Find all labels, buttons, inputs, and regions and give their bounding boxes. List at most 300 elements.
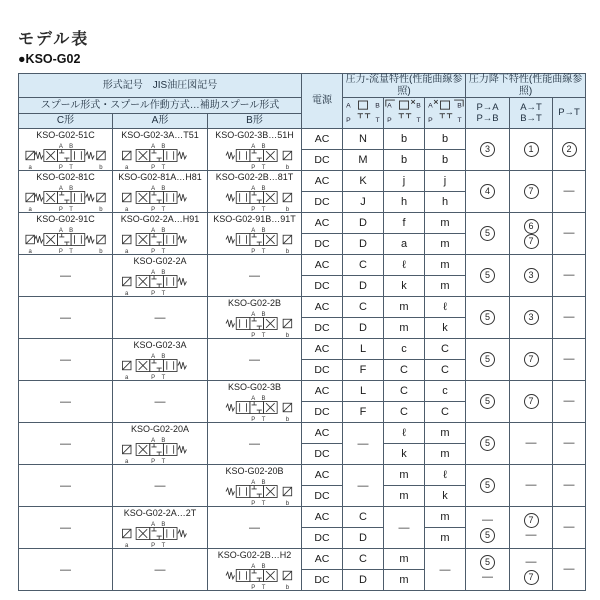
svg-text:B: B xyxy=(261,479,266,486)
circled-number: 5 xyxy=(480,528,495,543)
header-drop-col-pa-pb xyxy=(466,98,510,129)
model-cell-c xyxy=(19,213,113,255)
table-row xyxy=(19,549,586,570)
flow-cell-f3: m xyxy=(425,255,466,276)
flow-cell-f2: C xyxy=(384,381,425,402)
svg-text:P: P xyxy=(151,543,156,548)
model-cell-b xyxy=(208,171,302,213)
valve-symbol-c-icon xyxy=(25,141,107,170)
power-cell-dc: DC xyxy=(302,528,343,549)
flow-cell-f1: L xyxy=(343,339,384,360)
model-cell-a xyxy=(113,213,208,255)
flow-cell-f2: m xyxy=(384,549,425,570)
svg-text:B: B xyxy=(261,563,266,570)
flow-cell-f2: c xyxy=(384,339,425,360)
drop-cell-2 xyxy=(510,465,553,507)
svg-text:A: A xyxy=(151,437,156,444)
model-name: KSO-G02-2B…H2 xyxy=(217,550,292,560)
flow-cell-f3: C xyxy=(425,339,466,360)
model-cell-a xyxy=(113,255,208,297)
svg-text:P: P xyxy=(346,117,351,125)
flow-cell-f1: D xyxy=(343,213,384,234)
empty-dash: ― xyxy=(60,521,71,534)
model-cell-c xyxy=(19,297,113,339)
model-cell-a xyxy=(113,297,208,339)
model-name: KSO-G02-20A xyxy=(130,424,190,434)
flow-cell-f1: J xyxy=(343,192,384,213)
svg-text:A: A xyxy=(250,563,255,570)
header-spool-c: C形 xyxy=(19,114,113,129)
valve-a-port-relief-icon xyxy=(384,98,425,129)
svg-text:B: B xyxy=(375,102,380,110)
svg-text:A: A xyxy=(250,227,255,234)
model-cell-b xyxy=(208,507,302,549)
empty-dash: ― xyxy=(60,269,71,282)
power-cell-dc: DC xyxy=(302,570,343,591)
drop-cell-1 xyxy=(466,339,510,381)
model-code: ●KSO-G02 xyxy=(18,52,81,66)
power-cell-dc: DC xyxy=(302,318,343,339)
valve-symbol-a-icon xyxy=(119,141,201,170)
svg-text:T: T xyxy=(161,375,166,380)
drop-cell-1 xyxy=(466,381,510,423)
svg-text:B: B xyxy=(161,227,166,234)
dash: ― xyxy=(563,269,575,281)
table-row xyxy=(19,213,586,234)
drop-cell-3 xyxy=(553,129,586,171)
power-cell-ac: AC xyxy=(302,507,343,528)
svg-text:a: a xyxy=(125,207,129,212)
flow-cell-f1: D xyxy=(343,570,384,591)
circled-number: 5 xyxy=(480,436,495,451)
drop-cell-1 xyxy=(466,255,510,297)
circled-number: 5 xyxy=(480,555,495,570)
flow-cell-f3: m xyxy=(425,528,466,549)
svg-text:A: A xyxy=(151,521,156,528)
flow-cell-f3: c xyxy=(425,381,466,402)
svg-text:b: b xyxy=(285,165,289,170)
valve-symbol-b-icon xyxy=(214,393,296,422)
svg-text:B: B xyxy=(261,143,266,150)
circled-number: 2 xyxy=(562,142,577,157)
flow-cell-f3: m xyxy=(425,423,466,444)
model-cell-b xyxy=(208,129,302,171)
dash: ― xyxy=(563,185,575,197)
model-cell-b xyxy=(208,339,302,381)
circled-number: 7 xyxy=(524,513,539,528)
svg-text:a: a xyxy=(125,543,129,548)
valve-symbol-a-icon xyxy=(119,183,201,212)
model-table xyxy=(18,73,586,591)
svg-text:B: B xyxy=(261,227,266,234)
empty-dash: ― xyxy=(154,395,166,408)
flow-cell-f1: D xyxy=(343,318,384,339)
power-cell-ac: AC xyxy=(302,297,343,318)
flow-cell-f1: D xyxy=(343,528,384,549)
power-cell-dc: DC xyxy=(302,150,343,171)
dash: ― xyxy=(563,395,575,407)
flow-cell-f1: C xyxy=(343,255,384,276)
header-row-1 xyxy=(19,74,586,98)
header-flow-title: 圧力-流量特性(性能曲線参照) xyxy=(343,74,466,98)
model-name: KSO-G02-2A…2T xyxy=(123,508,197,518)
flow-cell-f2: b xyxy=(384,129,425,150)
valve-symbol-a-icon xyxy=(119,519,201,548)
valve-symbol-a-icon xyxy=(119,351,201,380)
svg-text:P: P xyxy=(428,117,433,125)
svg-text:P: P xyxy=(250,165,255,170)
circled-number: 5 xyxy=(480,268,495,283)
model-cell-a xyxy=(113,381,208,423)
dash: ― xyxy=(563,479,575,491)
drop-cell-1 xyxy=(466,549,510,591)
table-row xyxy=(19,423,586,444)
svg-text:b: b xyxy=(98,249,103,254)
drop-col-line: P→A xyxy=(476,101,499,113)
svg-text:B: B xyxy=(68,227,73,234)
power-cell-ac: AC xyxy=(302,255,343,276)
svg-text:B: B xyxy=(161,353,166,360)
drop-cell-2 xyxy=(510,423,553,465)
flow-cell-f3: ℓ xyxy=(425,297,466,318)
model-cell-b xyxy=(208,297,302,339)
svg-text:A: A xyxy=(250,143,255,150)
table-body xyxy=(19,129,586,591)
power-cell-dc: DC xyxy=(302,360,343,381)
empty-dash: ― xyxy=(249,269,260,282)
flow-cell-f1: N xyxy=(343,129,384,150)
flow-cell-f2: ℓ xyxy=(384,423,425,444)
valve-symbol-b-icon xyxy=(214,141,296,170)
valve-symbol-c-icon xyxy=(25,183,107,212)
valve-symbol-a-icon xyxy=(119,267,201,296)
drop-cell-2 xyxy=(510,507,553,549)
table-row xyxy=(19,465,586,486)
svg-text:a: a xyxy=(125,249,129,254)
table-row xyxy=(19,381,586,402)
drop-cell-1 xyxy=(466,507,510,549)
flow-cell-f3: C xyxy=(425,360,466,381)
flow-cell-f2: m xyxy=(384,318,425,339)
circled-number: 5 xyxy=(480,310,495,325)
model-name: KSO-G02-81C xyxy=(36,172,95,182)
svg-text:A: A xyxy=(250,311,255,318)
svg-text:P: P xyxy=(387,117,392,125)
svg-text:P: P xyxy=(151,459,156,464)
svg-text:a: a xyxy=(125,375,129,380)
header-spool-a: A形 xyxy=(113,114,208,129)
model-cell-c xyxy=(19,549,113,591)
empty-dash: ― xyxy=(60,479,71,492)
svg-text:T: T xyxy=(161,291,166,296)
valve-b-port-relief-icon xyxy=(425,98,466,129)
svg-text:a: a xyxy=(125,459,129,464)
drop-cell-3 xyxy=(553,213,586,255)
svg-text:A: A xyxy=(151,185,156,192)
flow-cell-f3: m xyxy=(425,276,466,297)
empty-dash: ― xyxy=(154,311,166,324)
svg-text:a: a xyxy=(28,165,32,170)
flow-cell-f3: j xyxy=(425,171,466,192)
flow-cell-f3: m xyxy=(425,234,466,255)
power-cell-dc: DC xyxy=(302,192,343,213)
flow-cell-f2 xyxy=(384,507,425,549)
flow-cell-f1: K xyxy=(343,171,384,192)
header-power: 電源 xyxy=(302,74,343,129)
empty-dash: ― xyxy=(60,395,71,408)
model-cell-a xyxy=(113,507,208,549)
flow-cell-f3: h xyxy=(425,192,466,213)
flow-cell-f3: ℓ xyxy=(425,465,466,486)
svg-text:B: B xyxy=(261,311,266,318)
valve-symbol-b-icon xyxy=(214,225,296,254)
dash: ― xyxy=(357,479,369,492)
flow-cell-f2: k xyxy=(384,444,425,465)
circled-number: 5 xyxy=(480,394,495,409)
drop-col-line: P→B xyxy=(476,113,499,124)
model-cell-a xyxy=(113,423,208,465)
power-cell-dc: DC xyxy=(302,444,343,465)
flow-cell-f1: D xyxy=(343,276,384,297)
flow-cell-f3: b xyxy=(425,150,466,171)
empty-dash: ― xyxy=(60,311,71,324)
table-header xyxy=(19,74,586,129)
flow-cell-f2: m xyxy=(384,297,425,318)
flow-cell-f3: b xyxy=(425,129,466,150)
circled-number: 5 xyxy=(480,352,495,367)
svg-text:P: P xyxy=(250,417,255,422)
flow-cell-f3: k xyxy=(425,486,466,507)
svg-text:B: B xyxy=(416,102,421,110)
table-row xyxy=(19,507,586,528)
empty-dash: ― xyxy=(154,479,166,492)
model-cell-a xyxy=(113,129,208,171)
flow-cell-f1: F xyxy=(343,360,384,381)
power-cell-ac: AC xyxy=(302,171,343,192)
flow-cell-f2: j xyxy=(384,171,425,192)
power-cell-dc: DC xyxy=(302,402,343,423)
svg-text:T: T xyxy=(68,165,73,170)
table-row xyxy=(19,171,586,192)
model-name: KSO-G02-2B xyxy=(227,298,282,308)
svg-text:B: B xyxy=(161,143,166,150)
dash: ― xyxy=(563,437,575,449)
svg-text:A: A xyxy=(151,269,156,276)
dash: ― xyxy=(563,353,575,365)
model-cell-c xyxy=(19,255,113,297)
svg-text:b: b xyxy=(285,249,289,254)
circled-number: 1 xyxy=(524,142,539,157)
circled-number: 3 xyxy=(524,310,539,325)
header-spool-desc: スプール形式・スプール作動方式…補助スプール形式 xyxy=(19,98,302,114)
svg-text:A: A xyxy=(428,102,433,110)
header-drop-col-at-bt xyxy=(510,98,553,129)
model-cell-b xyxy=(208,465,302,507)
svg-text:b: b xyxy=(285,417,289,422)
svg-text:T: T xyxy=(261,165,265,170)
svg-text:T: T xyxy=(261,417,265,422)
svg-text:B: B xyxy=(161,269,166,276)
circled-number: 5 xyxy=(480,478,495,493)
svg-text:T: T xyxy=(161,249,166,254)
flow-cell-f2: m xyxy=(384,570,425,591)
svg-text:B: B xyxy=(261,395,266,402)
model-name: KSO-G02-3B…51H xyxy=(215,130,294,140)
svg-text:P: P xyxy=(151,207,156,212)
drop-cell-3 xyxy=(553,549,586,591)
power-cell-ac: AC xyxy=(302,213,343,234)
svg-text:T: T xyxy=(416,117,421,125)
model-cell-a xyxy=(113,339,208,381)
drop-cell-3 xyxy=(553,255,586,297)
svg-text:A: A xyxy=(250,479,255,486)
empty-dash: ― xyxy=(154,563,166,576)
svg-text:b: b xyxy=(285,501,289,506)
svg-text:B: B xyxy=(161,437,166,444)
svg-text:A: A xyxy=(151,143,156,150)
flow-cell-f3: k xyxy=(425,318,466,339)
svg-text:P: P xyxy=(250,333,255,338)
flow-cell-f2: k xyxy=(384,276,425,297)
flow-cell-f1: C xyxy=(343,297,384,318)
drop-col-line: B→T xyxy=(520,113,542,124)
power-cell-dc: DC xyxy=(302,276,343,297)
model-name: KSO-G02-81A…H81 xyxy=(118,172,202,182)
flow-cell-f2: m xyxy=(384,486,425,507)
svg-text:T: T xyxy=(161,459,166,464)
dash: ― xyxy=(482,513,494,526)
flow-cell-f2: ℓ xyxy=(384,255,425,276)
svg-text:a: a xyxy=(28,207,32,212)
valve-symbol-b-icon xyxy=(214,183,296,212)
svg-text:P: P xyxy=(151,249,156,254)
svg-text:a: a xyxy=(125,291,129,296)
svg-text:T: T xyxy=(68,207,73,212)
svg-text:B: B xyxy=(457,102,462,110)
svg-text:B: B xyxy=(161,185,166,192)
flow-cell-f1: C xyxy=(343,549,384,570)
model-cell-c xyxy=(19,129,113,171)
table-row xyxy=(19,129,586,150)
model-cell-b xyxy=(208,255,302,297)
flow-cell-f2: C xyxy=(384,402,425,423)
dash: ― xyxy=(563,521,575,533)
drop-cell-1 xyxy=(466,297,510,339)
table-row xyxy=(19,339,586,360)
flow-cell-f1: L xyxy=(343,381,384,402)
model-name: KSO-G02-51C xyxy=(36,130,95,140)
model-cell-c xyxy=(19,171,113,213)
model-cell-c xyxy=(19,339,113,381)
empty-dash: ― xyxy=(60,353,71,366)
model-name: KSO-G02-20B xyxy=(225,466,284,476)
model-name: KSO-G02-91C xyxy=(36,214,95,224)
svg-text:P: P xyxy=(250,585,255,590)
drop-cell-1 xyxy=(466,129,510,171)
valve-symbol-a-icon xyxy=(119,435,201,464)
model-name: KSO-G02-91B…91T xyxy=(213,214,296,224)
svg-text:a: a xyxy=(28,249,32,254)
drop-cell-3 xyxy=(553,297,586,339)
flow-cell-f3: m xyxy=(425,213,466,234)
model-cell-b xyxy=(208,381,302,423)
power-cell-ac: AC xyxy=(302,129,343,150)
circled-number: 7 xyxy=(524,352,539,367)
flow-cell-f3 xyxy=(425,549,466,591)
svg-text:B: B xyxy=(68,143,73,150)
drop-cell-2 xyxy=(510,381,553,423)
drop-cell-2 xyxy=(510,129,553,171)
page-title: モデル表 xyxy=(18,31,90,48)
svg-text:A: A xyxy=(151,353,156,360)
svg-text:P: P xyxy=(151,291,156,296)
svg-text:T: T xyxy=(161,207,166,212)
flow-cell-f2: h xyxy=(384,192,425,213)
dash: ― xyxy=(525,555,537,568)
model-cell-b xyxy=(208,423,302,465)
valve-symbol-a-icon xyxy=(119,225,201,254)
flow-cell-f3: m xyxy=(425,507,466,528)
empty-dash: ― xyxy=(60,437,71,450)
svg-text:T: T xyxy=(68,249,73,254)
drop-cell-2 xyxy=(510,549,553,591)
flow-cell-f1: D xyxy=(343,234,384,255)
empty-dash: ― xyxy=(249,521,260,534)
svg-text:A: A xyxy=(151,227,156,234)
svg-text:T: T xyxy=(261,333,265,338)
table-row xyxy=(19,297,586,318)
drop-cell-3 xyxy=(553,507,586,549)
svg-text:T: T xyxy=(375,117,380,125)
flow-cell-f2: f xyxy=(384,213,425,234)
drop-cell-2 xyxy=(510,297,553,339)
model-name: KSO-G02-2A xyxy=(133,256,187,266)
svg-text:P: P xyxy=(250,207,255,212)
svg-text:T: T xyxy=(161,543,166,548)
circled-number: 3 xyxy=(480,142,495,157)
drop-cell-1 xyxy=(466,423,510,465)
svg-text:P: P xyxy=(151,165,156,170)
model-cell-c xyxy=(19,381,113,423)
model-cell-a xyxy=(113,171,208,213)
flow-cell-f3: C xyxy=(425,402,466,423)
empty-dash: ― xyxy=(249,437,260,450)
svg-text:b: b xyxy=(285,585,289,590)
svg-text:B: B xyxy=(161,521,166,528)
model-cell-b xyxy=(208,213,302,255)
drop-cell-3 xyxy=(553,171,586,213)
valve-symbol-b-icon xyxy=(214,477,296,506)
dash: ― xyxy=(357,437,369,450)
model-cell-c xyxy=(19,423,113,465)
flow-cell-f2: b xyxy=(384,150,425,171)
flow-cell-f1: M xyxy=(343,150,384,171)
drop-cell-2 xyxy=(510,213,553,255)
drop-cell-1 xyxy=(466,213,510,255)
drop-cell-3 xyxy=(553,465,586,507)
flow-cell-f1 xyxy=(343,423,384,465)
model-cell-c xyxy=(19,465,113,507)
svg-text:P: P xyxy=(250,501,255,506)
table-row xyxy=(19,255,586,276)
power-cell-ac: AC xyxy=(302,339,343,360)
header-drop-col-pt xyxy=(553,98,586,129)
model-cell-a xyxy=(113,549,208,591)
header-spool-b: B形 xyxy=(208,114,302,129)
valve-symbol-b-icon xyxy=(214,561,296,590)
svg-text:P: P xyxy=(58,207,63,212)
dash: ― xyxy=(563,563,575,575)
